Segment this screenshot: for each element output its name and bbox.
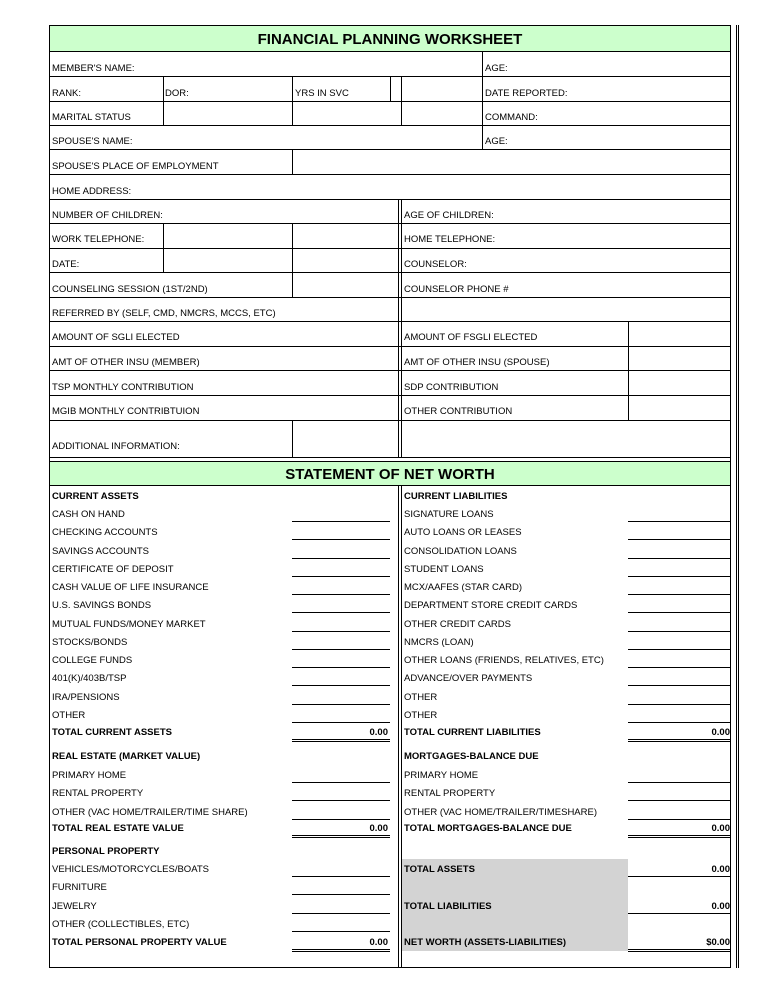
asset-item-label: STOCKS/BONDS — [52, 636, 128, 648]
asset-item-label: CHECKING ACCOUNTS — [52, 527, 158, 539]
grid-hline — [50, 223, 730, 224]
home-address-label: HOME ADDRESS: — [52, 186, 132, 197]
page-edge — [736, 25, 739, 968]
column-divider — [398, 486, 399, 968]
personal-item-label: OTHER (COLLECTIBLES, ETC) — [52, 918, 190, 930]
asset-input-line — [292, 594, 390, 595]
personal-item-label: VEHICLES/MOTORCYCLES/BOATS — [52, 864, 209, 875]
grid-vline — [292, 420, 293, 457]
total-personal-label: TOTAL PERSONAL PROPERTY VALUE — [52, 937, 227, 948]
additional-info-label: ADDITIONAL INFORMATION: — [52, 441, 180, 452]
counselor-label: COUNSELOR: — [404, 259, 467, 270]
total-underline — [628, 835, 730, 838]
liability-item-label: OTHER LOANS (FRIENDS, RELATIVES, ETC) — [404, 655, 604, 666]
liability-input-line — [628, 722, 730, 723]
spouses-name-label: SPOUSE'S NAME: — [52, 136, 133, 147]
asset-input-line — [292, 685, 390, 686]
total-underline — [628, 739, 730, 742]
rank-label: RANK: — [52, 88, 82, 99]
grid-vline — [628, 321, 629, 420]
asset-input-line — [292, 667, 390, 668]
personal-item-label: FURNITURE — [52, 882, 107, 894]
net-worth-value: $0.00 — [706, 937, 730, 948]
grid-hline — [50, 248, 730, 249]
grid-vline — [292, 76, 293, 125]
net-worth-label: NET WORTH (ASSETS-LIABILITIES) — [404, 937, 567, 948]
liability-item-label: OTHER CREDIT CARDS — [404, 618, 511, 630]
total-current-assets-label: TOTAL CURRENT ASSETS — [52, 727, 172, 738]
marital-status-label: MARITAL STATUS — [52, 112, 131, 123]
liability-item-label: OTHER — [404, 691, 438, 703]
total-liabilities-value: 0.00 — [711, 901, 730, 912]
liability-item-label: NMCRS (LOAN) — [404, 636, 474, 648]
fsgli-label: AMOUNT OF FSGLI ELECTED — [404, 332, 538, 343]
grid-hline — [50, 420, 730, 421]
total-mortgages-value: 0.00 — [711, 823, 730, 834]
liability-item-label: STUDENT LOANS — [404, 563, 484, 575]
liability-item-label: MCX/AAFES (STAR CARD) — [404, 582, 523, 593]
summary-line — [628, 876, 730, 877]
yrs-in-svc-label: YRS IN SVC — [295, 88, 349, 99]
column-divider — [401, 486, 402, 968]
grid-vline — [163, 223, 164, 272]
num-children-label: NUMBER OF CHILDREN: — [52, 210, 163, 221]
total-real-estate-value: 0.00 — [369, 823, 388, 834]
session-label: COUNSELING SESSION (1ST/2ND) — [52, 284, 208, 295]
spouse-employment-label: SPOUSE'S PLACE OF EMPLOYMENT — [52, 161, 219, 172]
total-assets-value: 0.00 — [711, 864, 730, 875]
grid-vline — [401, 101, 402, 125]
liability-input-line — [628, 612, 730, 613]
worksheet-title: FINANCIAL PLANNING WORKSHEET — [50, 26, 730, 52]
grid-hline — [50, 457, 730, 458]
liability-input-line — [628, 667, 730, 668]
total-personal-value: 0.00 — [369, 937, 388, 948]
personal-input-line — [292, 876, 390, 877]
grid-vline — [163, 76, 164, 125]
total-current-assets-value: 0.00 — [369, 727, 388, 738]
real-estate-input-line — [292, 819, 390, 820]
liability-item-label: CONSOLIDATION LOANS — [404, 545, 517, 557]
age-label: AGE: — [485, 63, 508, 74]
personal-input-line — [292, 931, 390, 932]
liability-item-label: OTHER — [404, 709, 438, 721]
total-liabilities-label: TOTAL LIABILITIES — [404, 901, 492, 912]
grid-hline — [50, 101, 730, 102]
asset-item-label: 401(K)/403B/TSP — [52, 673, 127, 685]
asset-input-line — [292, 612, 390, 613]
total-assets-label: TOTAL ASSETS — [404, 864, 475, 875]
grid-vline — [390, 76, 391, 101]
personal-input-line — [292, 913, 390, 914]
real-estate-input-line — [292, 800, 390, 801]
grid-hline — [50, 149, 730, 150]
mortgage-item-label: OTHER (VAC HOME/TRAILER/TIMESHARE) — [404, 806, 598, 818]
mortgages-heading: MORTGAGES-BALANCE DUE — [404, 751, 539, 762]
age-children-label: AGE OF CHILDREN: — [404, 210, 494, 221]
total-current-liabilities-label: TOTAL CURRENT LIABILITIES — [404, 727, 541, 738]
spouse-age-label: AGE: — [485, 136, 508, 147]
total-mortgages-label: TOTAL MORTGAGES-BALANCE DUE — [404, 823, 572, 834]
grid-vline — [482, 52, 483, 125]
asset-input-line — [292, 539, 390, 540]
mortgage-item-label: PRIMARY HOME — [404, 770, 479, 781]
mortgage-input-line — [628, 782, 730, 783]
asset-input-line — [292, 722, 390, 723]
asset-input-line — [292, 631, 390, 632]
grid-vline — [398, 199, 399, 457]
grid-vline — [401, 199, 402, 457]
command-label: COMMAND: — [485, 112, 538, 123]
net-worth-title: STATEMENT OF NET WORTH — [50, 461, 730, 486]
total-real-estate-label: TOTAL REAL ESTATE VALUE — [52, 823, 184, 834]
other-insu-member-label: AMT OF OTHER INSU (MEMBER) — [52, 357, 200, 368]
grid-hline — [50, 125, 730, 126]
liability-item-label: SIGNATURE LOANS — [404, 509, 494, 520]
mgib-label: MGIB MONTHLY CONTRIBTUION — [52, 406, 200, 417]
total-current-liabilities-value: 0.00 — [711, 727, 730, 738]
date-reported-label: DATE REPORTED: — [485, 88, 568, 99]
grid-hline — [50, 272, 730, 273]
asset-input-line — [292, 576, 390, 577]
liability-input-line — [628, 521, 730, 522]
liability-item-label: AUTO LOANS OR LEASES — [404, 527, 522, 539]
asset-item-label: MUTUAL FUNDS/MONEY MARKET — [52, 618, 206, 630]
grid-vline — [401, 76, 402, 101]
tsp-label: TSP MONTHLY CONTRIBUTION — [52, 382, 194, 393]
dor-label: DOR: — [165, 88, 189, 99]
home-tel-label: HOME TELEPHONE: — [404, 234, 496, 245]
real-estate-input-line — [292, 782, 390, 783]
asset-item-label: CASH ON HAND — [52, 509, 125, 520]
mortgage-item-label: RENTAL PROPERTY — [404, 788, 496, 800]
total-underline — [292, 835, 390, 838]
summary-line — [628, 913, 730, 914]
personal-input-line — [292, 894, 390, 895]
liability-item-label: ADVANCE/OVER PAYMENTS — [404, 673, 533, 685]
real-estate-item-label: OTHER (VAC HOME/TRAILER/TIME SHARE) — [52, 806, 248, 818]
liability-input-line — [628, 704, 730, 705]
work-tel-label: WORK TELEPHONE: — [52, 234, 145, 245]
liability-input-line — [628, 594, 730, 595]
total-underline — [292, 739, 390, 742]
date-label: DATE: — [52, 259, 80, 270]
other-contribution-label: OTHER CONTRIBUTION — [404, 406, 513, 417]
asset-item-label: OTHER — [52, 709, 86, 721]
asset-item-label: SAVINGS ACCOUNTS — [52, 545, 149, 557]
referred-label: REFERRED BY (SELF, CMD, NMCRS, MCCS, ETC) — [52, 308, 276, 319]
members-name-label: MEMBER'S NAME: — [52, 63, 135, 74]
grid-vline — [292, 149, 293, 174]
liability-input-line — [628, 649, 730, 650]
asset-input-line — [292, 521, 390, 522]
sgli-label: AMOUNT OF SGLI ELECTED — [52, 332, 180, 343]
mortgage-input-line — [628, 800, 730, 801]
other-insu-spouse-label: AMT OF OTHER INSU (SPOUSE) — [404, 357, 550, 368]
asset-item-label: CASH VALUE OF LIFE INSURANCE — [52, 582, 209, 593]
real-estate-item-label: PRIMARY HOME — [52, 770, 127, 781]
sdp-label: SDP CONTRIBUTION — [404, 382, 499, 393]
current-assets-heading: CURRENT ASSETS — [52, 491, 139, 502]
liability-input-line — [628, 685, 730, 686]
liability-input-line — [628, 631, 730, 632]
grid-vline — [482, 125, 483, 149]
current-liabilities-heading: CURRENT LIABILITIES — [404, 491, 508, 502]
asset-input-line — [292, 704, 390, 705]
asset-item-label: U.S. SAVINGS BONDS — [52, 600, 152, 612]
liability-input-line — [628, 558, 730, 559]
liability-input-line — [628, 576, 730, 577]
asset-item-label: CERTIFICATE OF DEPOSIT — [52, 563, 174, 575]
asset-input-line — [292, 558, 390, 559]
personal-item-label: JEWELRY — [52, 900, 97, 912]
personal-property-heading: PERSONAL PROPERTY — [52, 846, 160, 857]
real-estate-item-label: RENTAL PROPERTY — [52, 788, 144, 800]
liability-item-label: DEPARTMENT STORE CREDIT CARDS — [404, 600, 578, 612]
asset-item-label: IRA/PENSIONS — [52, 691, 120, 703]
grid-hline — [50, 174, 730, 175]
asset-input-line — [292, 649, 390, 650]
grid-vline — [292, 223, 293, 297]
real-estate-heading: REAL ESTATE (MARKET VALUE) — [52, 751, 201, 762]
total-underline — [628, 949, 730, 952]
asset-item-label: COLLEGE FUNDS — [52, 655, 133, 666]
counselor-phone-label: COUNSELOR PHONE # — [404, 284, 509, 295]
liability-input-line — [628, 539, 730, 540]
grid-hline — [50, 297, 730, 298]
total-underline — [292, 949, 390, 952]
grid-hline — [50, 199, 730, 200]
mortgage-input-line — [628, 819, 730, 820]
